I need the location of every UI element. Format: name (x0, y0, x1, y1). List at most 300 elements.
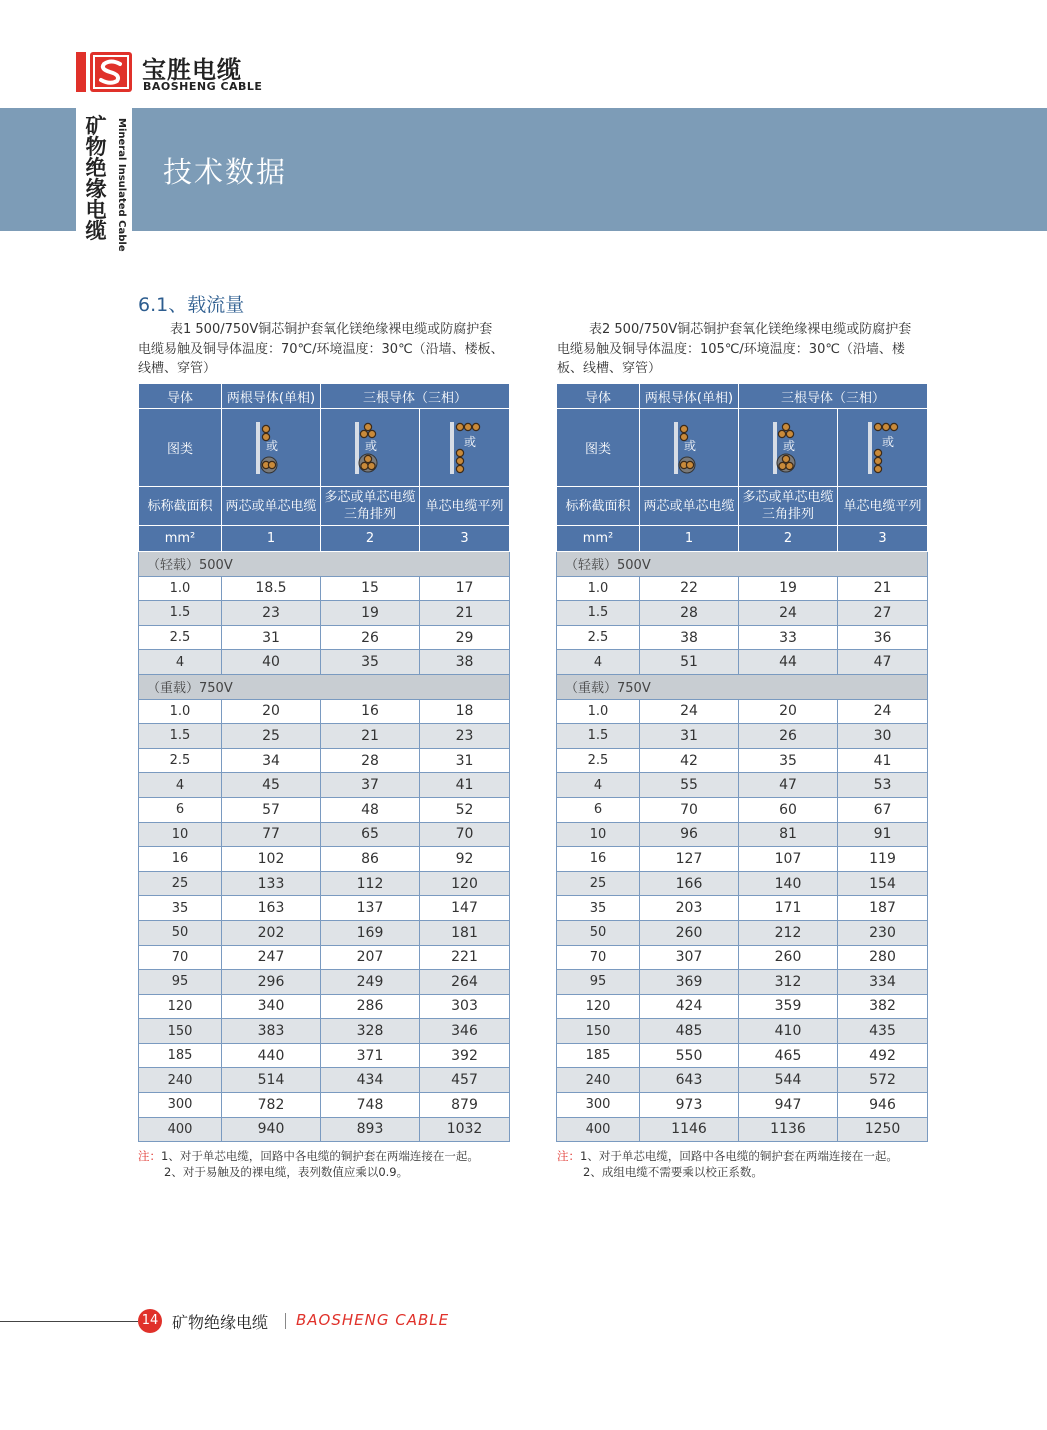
note-1: 1、对于单芯电缆，回路中各电缆的铜护套在两端连接在一起。 (580, 1149, 898, 1163)
value-cell: 340 (222, 994, 321, 1019)
area-cell: 4 (557, 773, 640, 798)
table-row (139, 1068, 510, 1093)
area-cell: 10 (557, 822, 640, 847)
value-cell: 973 (640, 1093, 739, 1118)
group-header: （重载）750V (557, 674, 928, 699)
value-cell: 280 (838, 945, 928, 970)
value-cell: 879 (420, 1093, 510, 1118)
value-cell: 359 (739, 994, 838, 1019)
group-header: （重载）750V (139, 674, 510, 699)
figure-cell (321, 409, 420, 487)
value-cell: 23 (222, 601, 321, 626)
area-cell: 1.5 (557, 601, 640, 626)
table-row (139, 920, 510, 945)
value-cell: 940 (222, 1117, 321, 1142)
area-cell: 185 (557, 1043, 640, 1068)
value-cell: 27 (838, 601, 928, 626)
table-row (139, 650, 510, 675)
or-label: 或 (683, 438, 697, 453)
caption-line: 线槽、穿管） (138, 361, 217, 376)
note-2: 2、对于易触及的裸电缆，表列数值应乘以0.9。 (164, 1165, 409, 1179)
value-cell: 38 (640, 625, 739, 650)
area-cell: 1.5 (139, 724, 222, 749)
value-cell: 47 (838, 650, 928, 675)
logo-side-strip (76, 52, 86, 92)
area-cell: 2.5 (139, 748, 222, 773)
col-number: 3 (838, 526, 928, 552)
figure-cell (640, 409, 739, 487)
row-header-figure: 图类 (557, 409, 640, 487)
trefoil-cable-icon (769, 420, 807, 476)
value-cell: 312 (739, 970, 838, 995)
table-row (557, 994, 928, 1019)
value-cell: 24 (739, 601, 838, 626)
col-number: 1 (640, 526, 739, 552)
note-label: 注： (138, 1149, 161, 1163)
value-cell: 514 (222, 1068, 321, 1093)
value-cell: 169 (321, 920, 420, 945)
table-row (139, 896, 510, 921)
value-cell: 35 (321, 650, 420, 675)
value-cell: 24 (838, 699, 928, 724)
value-cell: 202 (222, 920, 321, 945)
table-1-caption (138, 320, 510, 379)
col-header-three-conductors: 三根导体（三相） (739, 384, 928, 409)
side-title-cn: 矿物绝缘电缆 (85, 114, 107, 243)
value-cell: 24 (640, 699, 739, 724)
area-cell: 120 (557, 994, 640, 1019)
value-cell: 26 (321, 625, 420, 650)
value-cell: 47 (739, 773, 838, 798)
table-row (139, 1043, 510, 1068)
figure-cell (739, 409, 838, 487)
area-cell: 70 (557, 945, 640, 970)
flat-cable-icon (446, 420, 484, 476)
current-capacity-table-1 (138, 383, 510, 1142)
value-cell: 22 (640, 576, 739, 601)
footer-title-cn: 矿物绝缘电缆 (172, 1313, 269, 1332)
value-cell: 187 (838, 896, 928, 921)
value-cell: 15 (321, 576, 420, 601)
value-cell: 1250 (838, 1117, 928, 1142)
area-cell: 400 (557, 1117, 640, 1142)
table-row (139, 601, 510, 626)
side-title-en: Mineral Insulated Cable (116, 118, 127, 252)
value-cell: 371 (321, 1043, 420, 1068)
value-cell: 346 (420, 1019, 510, 1044)
table-row (557, 847, 928, 872)
col-number: 2 (321, 526, 420, 552)
or-label: 或 (782, 438, 796, 453)
table-row (139, 773, 510, 798)
table-row (139, 970, 510, 995)
area-cell: 1.5 (557, 724, 640, 749)
col-label-trefoil-line2: 三角排列 (761, 507, 814, 522)
note-1: 1、对于单芯电缆，回路中各电缆的铜护套在两端连接在一起。 (161, 1149, 479, 1163)
table-row (557, 601, 928, 626)
value-cell: 36 (838, 625, 928, 650)
value-cell: 457 (420, 1068, 510, 1093)
area-cell: 95 (557, 970, 640, 995)
row-header-area: 标称截面积 (557, 487, 640, 526)
caption-line: 电缆易触及铜导体温度：70℃/环境温度：30℃（沿墙、楼板、 (138, 341, 504, 357)
page-title: 技术数据 (163, 155, 288, 189)
table-row (557, 650, 928, 675)
value-cell: 44 (739, 650, 838, 675)
value-cell: 30 (838, 724, 928, 749)
col-label-trefoil (739, 487, 838, 526)
table-row (557, 699, 928, 724)
area-cell: 400 (139, 1117, 222, 1142)
value-cell: 107 (739, 847, 838, 872)
note-label: 注： (557, 1149, 580, 1163)
area-cell: 150 (557, 1019, 640, 1044)
table-row (557, 920, 928, 945)
table-row (557, 1093, 928, 1118)
value-cell: 166 (640, 871, 739, 896)
value-cell: 55 (640, 773, 739, 798)
area-cell: 4 (557, 650, 640, 675)
value-cell: 137 (321, 896, 420, 921)
value-cell: 20 (222, 699, 321, 724)
table-row (557, 576, 928, 601)
table-row (557, 748, 928, 773)
area-cell: 35 (557, 896, 640, 921)
value-cell: 572 (838, 1068, 928, 1093)
col-number: 2 (739, 526, 838, 552)
footer-title-en: BAOSHENG CABLE (296, 1311, 450, 1329)
value-cell: 181 (420, 920, 510, 945)
two-core-cable-icon (670, 420, 708, 476)
area-cell: 1.0 (139, 576, 222, 601)
value-cell: 52 (420, 797, 510, 822)
value-cell: 230 (838, 920, 928, 945)
area-cell: 185 (139, 1043, 222, 1068)
value-cell: 23 (420, 724, 510, 749)
or-label: 或 (881, 434, 894, 449)
value-cell: 37 (321, 773, 420, 798)
value-cell: 544 (739, 1068, 838, 1093)
area-cell: 1.0 (139, 699, 222, 724)
table-row (139, 699, 510, 724)
value-cell: 77 (222, 822, 321, 847)
col-header-three-conductors: 三根导体（三相） (321, 384, 510, 409)
value-cell: 382 (838, 994, 928, 1019)
value-cell: 21 (321, 724, 420, 749)
table-row (139, 822, 510, 847)
value-cell: 947 (739, 1093, 838, 1118)
value-cell: 70 (420, 822, 510, 847)
value-cell: 133 (222, 871, 321, 896)
table-row (139, 797, 510, 822)
brand-name-en: BAOSHENG CABLE (143, 80, 263, 93)
table-row (557, 896, 928, 921)
table-row (557, 773, 928, 798)
brand-name-cn: 宝胜电缆 (142, 56, 242, 84)
table-row (557, 822, 928, 847)
value-cell: 392 (420, 1043, 510, 1068)
value-cell: 35 (739, 748, 838, 773)
area-cell: 240 (139, 1068, 222, 1093)
area-cell: 300 (557, 1093, 640, 1118)
area-cell: 1.0 (557, 576, 640, 601)
value-cell: 34 (222, 748, 321, 773)
page-number: 14 (138, 1309, 162, 1333)
figure-cell (222, 409, 321, 487)
value-cell: 41 (420, 773, 510, 798)
value-cell: 42 (640, 748, 739, 773)
area-cell: 2.5 (557, 625, 640, 650)
value-cell: 286 (321, 994, 420, 1019)
or-label: 或 (364, 438, 378, 453)
value-cell: 127 (640, 847, 739, 872)
value-cell: 212 (739, 920, 838, 945)
area-cell: 150 (139, 1019, 222, 1044)
table-row (139, 871, 510, 896)
or-label: 或 (265, 438, 279, 453)
value-cell: 424 (640, 994, 739, 1019)
table-row (557, 871, 928, 896)
value-cell: 264 (420, 970, 510, 995)
value-cell: 31 (420, 748, 510, 773)
value-cell: 435 (838, 1019, 928, 1044)
area-cell: 2.5 (557, 748, 640, 773)
value-cell: 249 (321, 970, 420, 995)
value-cell: 782 (222, 1093, 321, 1118)
value-cell: 893 (321, 1117, 420, 1142)
col-header-conductor: 导体 (557, 384, 640, 409)
area-cell: 95 (139, 970, 222, 995)
table-row (557, 1068, 928, 1093)
caption-line: 表2 500/750V铜芯铜护套氧化镁绝缘裸电缆或防腐护套 (589, 322, 912, 337)
table-row (557, 945, 928, 970)
area-cell: 4 (139, 650, 222, 675)
table-row (139, 945, 510, 970)
table-row (557, 797, 928, 822)
value-cell: 25 (222, 724, 321, 749)
value-cell: 28 (321, 748, 420, 773)
value-cell: 163 (222, 896, 321, 921)
value-cell: 147 (420, 896, 510, 921)
group-header: （轻载）500V (139, 552, 510, 577)
value-cell: 18 (420, 699, 510, 724)
value-cell: 946 (838, 1093, 928, 1118)
area-cell: 2.5 (139, 625, 222, 650)
value-cell: 57 (222, 797, 321, 822)
value-cell: 16 (321, 699, 420, 724)
value-cell: 38 (420, 650, 510, 675)
area-cell: 50 (139, 920, 222, 945)
value-cell: 20 (739, 699, 838, 724)
header-banner (0, 108, 1047, 252)
table-row (557, 724, 928, 749)
value-cell: 19 (321, 601, 420, 626)
table-row (557, 1117, 928, 1142)
value-cell: 29 (420, 625, 510, 650)
value-cell: 53 (838, 773, 928, 798)
value-cell: 440 (222, 1043, 321, 1068)
value-cell: 260 (640, 920, 739, 945)
value-cell: 1032 (420, 1117, 510, 1142)
value-cell: 221 (420, 945, 510, 970)
value-cell: 112 (321, 871, 420, 896)
value-cell: 40 (222, 650, 321, 675)
unit-cell: mm² (557, 526, 640, 552)
caption-line: 电缆易触及铜导体温度：105℃/环境温度：30℃（沿墙、楼 (557, 341, 905, 357)
value-cell: 33 (739, 625, 838, 650)
unit-cell: mm² (139, 526, 222, 552)
figure-cell (420, 409, 510, 487)
row-header-area: 标称截面积 (139, 487, 222, 526)
value-cell: 485 (640, 1019, 739, 1044)
col-number: 3 (420, 526, 510, 552)
caption-line: 表1 500/750V铜芯铜护套氧化镁绝缘裸电缆或防腐护套 (170, 322, 493, 337)
col-header-conductor: 导体 (139, 384, 222, 409)
value-cell: 410 (739, 1019, 838, 1044)
section-title: 6.1、载流量 (138, 294, 245, 316)
footer-divider (285, 1313, 286, 1329)
table-row (557, 1019, 928, 1044)
value-cell: 303 (420, 994, 510, 1019)
note-2: 2、成组电缆不需要乘以校正系数。 (583, 1165, 763, 1179)
col-label-flat: 单芯电缆平列 (838, 487, 928, 526)
value-cell: 96 (640, 822, 739, 847)
logo-mark-icon (90, 52, 132, 92)
value-cell: 41 (838, 748, 928, 773)
col-label-trefoil-line1: 多芯或单芯电缆 (742, 490, 834, 505)
value-cell: 60 (739, 797, 838, 822)
value-cell: 1146 (640, 1117, 739, 1142)
value-cell: 140 (739, 871, 838, 896)
value-cell: 28 (640, 601, 739, 626)
value-cell: 465 (739, 1043, 838, 1068)
current-capacity-table-2 (556, 383, 928, 1142)
value-cell: 1136 (739, 1117, 838, 1142)
area-cell: 70 (139, 945, 222, 970)
value-cell: 207 (321, 945, 420, 970)
col-label-trefoil-line1: 多芯或单芯电缆 (324, 490, 416, 505)
table-row (139, 994, 510, 1019)
table-row (557, 1043, 928, 1068)
value-cell: 70 (640, 797, 739, 822)
col-header-two-conductors: 两根导体(单相) (222, 384, 321, 409)
value-cell: 21 (420, 601, 510, 626)
area-cell: 4 (139, 773, 222, 798)
table-row (139, 1019, 510, 1044)
value-cell: 102 (222, 847, 321, 872)
value-cell: 748 (321, 1093, 420, 1118)
table-row (139, 847, 510, 872)
area-cell: 25 (139, 871, 222, 896)
area-cell: 16 (557, 847, 640, 872)
value-cell: 203 (640, 896, 739, 921)
area-cell: 35 (139, 896, 222, 921)
value-cell: 92 (420, 847, 510, 872)
area-cell: 6 (557, 797, 640, 822)
area-cell: 25 (557, 871, 640, 896)
table-row (139, 625, 510, 650)
table-row (139, 724, 510, 749)
col-label-two-core: 两芯或单芯电缆 (222, 487, 321, 526)
table-row (139, 1093, 510, 1118)
col-header-two-conductors: 两根导体(单相) (640, 384, 739, 409)
area-cell: 1.0 (557, 699, 640, 724)
table-2-caption (557, 320, 929, 379)
value-cell: 119 (838, 847, 928, 872)
value-cell: 383 (222, 1019, 321, 1044)
flat-cable-icon (864, 420, 902, 476)
table-row (139, 576, 510, 601)
value-cell: 369 (640, 970, 739, 995)
value-cell: 328 (321, 1019, 420, 1044)
value-cell: 31 (640, 724, 739, 749)
value-cell: 434 (321, 1068, 420, 1093)
value-cell: 21 (838, 576, 928, 601)
value-cell: 19 (739, 576, 838, 601)
table-row (557, 625, 928, 650)
area-cell: 1.5 (139, 601, 222, 626)
value-cell: 67 (838, 797, 928, 822)
area-cell: 240 (557, 1068, 640, 1093)
value-cell: 550 (640, 1043, 739, 1068)
or-label: 或 (463, 434, 476, 449)
col-number: 1 (222, 526, 321, 552)
two-core-cable-icon (252, 420, 290, 476)
value-cell: 18.5 (222, 576, 321, 601)
value-cell: 643 (640, 1068, 739, 1093)
value-cell: 86 (321, 847, 420, 872)
value-cell: 307 (640, 945, 739, 970)
value-cell: 120 (420, 871, 510, 896)
value-cell: 31 (222, 625, 321, 650)
value-cell: 51 (640, 650, 739, 675)
value-cell: 154 (838, 871, 928, 896)
col-label-trefoil-line2: 三角排列 (343, 507, 396, 522)
value-cell: 26 (739, 724, 838, 749)
area-cell: 10 (139, 822, 222, 847)
footer-rule (0, 1321, 138, 1322)
area-cell: 120 (139, 994, 222, 1019)
figure-cell (838, 409, 928, 487)
col-label-trefoil (321, 487, 420, 526)
value-cell: 260 (739, 945, 838, 970)
value-cell: 81 (739, 822, 838, 847)
value-cell: 296 (222, 970, 321, 995)
row-header-figure: 图类 (139, 409, 222, 487)
table-row (139, 1117, 510, 1142)
table-2-notes (557, 1148, 898, 1180)
trefoil-cable-icon (351, 420, 389, 476)
area-cell: 300 (139, 1093, 222, 1118)
value-cell: 45 (222, 773, 321, 798)
value-cell: 171 (739, 896, 838, 921)
value-cell: 492 (838, 1043, 928, 1068)
value-cell: 65 (321, 822, 420, 847)
group-header: （轻载）500V (557, 552, 928, 577)
value-cell: 91 (838, 822, 928, 847)
area-cell: 16 (139, 847, 222, 872)
col-label-two-core: 两芯或单芯电缆 (640, 487, 739, 526)
table-row (557, 970, 928, 995)
value-cell: 334 (838, 970, 928, 995)
table-1-notes (138, 1148, 479, 1180)
col-label-flat: 单芯电缆平列 (420, 487, 510, 526)
caption-line: 板、线槽、穿管） (557, 361, 662, 376)
table-row (139, 748, 510, 773)
area-cell: 6 (139, 797, 222, 822)
value-cell: 17 (420, 576, 510, 601)
area-cell: 50 (557, 920, 640, 945)
